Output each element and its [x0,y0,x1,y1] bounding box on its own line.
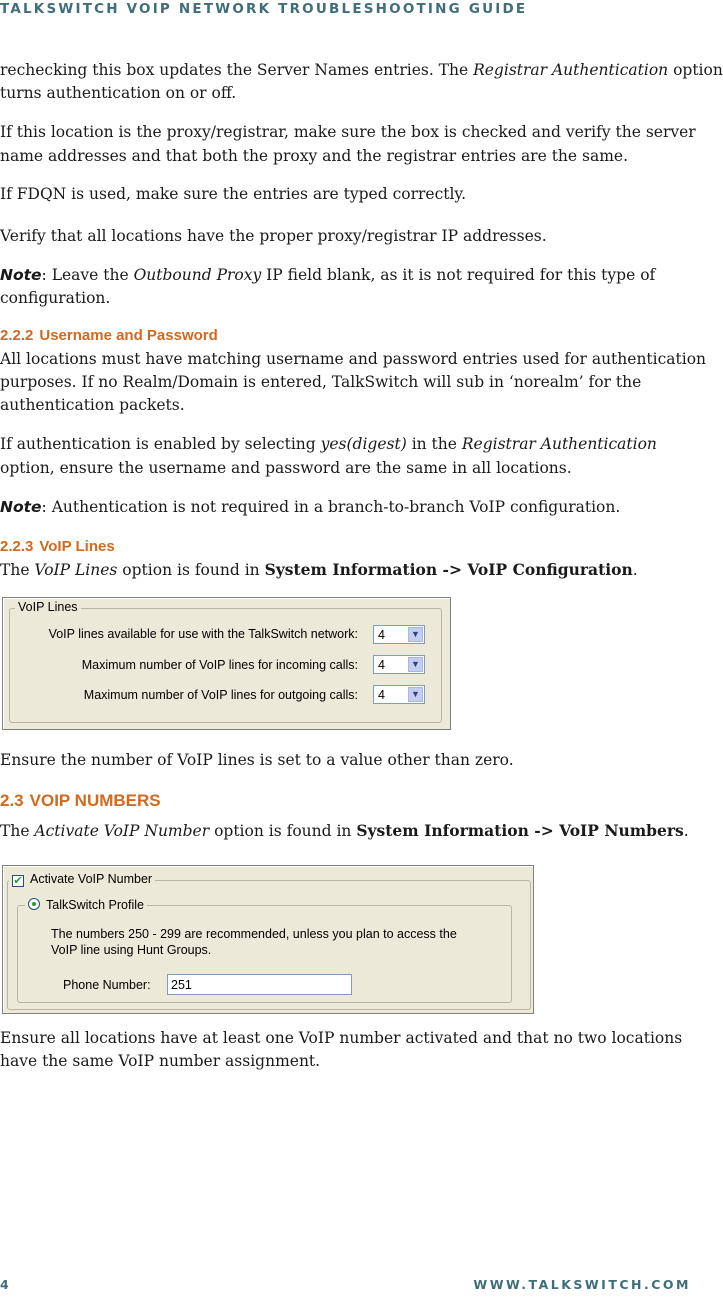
voip-lines-available-label: VoIP lines available for use with the TalkSwitch network: [48,627,358,641]
talkswitch-profile-option[interactable] [25,898,147,912]
section-heading-2-2-3: 2.2.3 VoIP Lines [0,538,115,555]
voip-lines-dialog [2,597,451,730]
paragraph: Ensure the number of VoIP lines is set to a value other than zero. [0,751,514,769]
note: Note: Leave the Outbound Proxy IP field blank, as it is not required for this type of [0,266,656,284]
paragraph: have the same VoIP number assignment. [0,1052,321,1070]
phone-number-label: Phone Number: [63,978,151,992]
radio-selected-icon[interactable] [28,898,40,910]
voip-number-dialog [2,865,534,1014]
groupbox-title: VoIP Lines [15,600,81,614]
max-outgoing-select[interactable]: 4 ▼ [373,685,425,704]
phone-number-input[interactable]: 251 [167,974,352,995]
activate-voip-number-option[interactable] [9,872,155,887]
website-link[interactable]: WWW.TALKSWITCH.COM [473,1277,691,1292]
paragraph: authentication packets. [0,396,185,414]
checkbox-checked-icon[interactable]: ✔ [13,875,23,887]
paragraph: All locations must have matching username and password entries used for authentication [0,350,707,368]
paragraph: purposes. If no Realm/Domain is entered, TalkSwitch will sub in ‘norealm’ for the [0,373,642,391]
max-incoming-select[interactable]: 4 ▼ [373,655,425,674]
chevron-down-icon[interactable]: ▼ [408,687,423,702]
paragraph: name addresses and that both the proxy and the registrar entries are the same. [0,147,628,165]
paragraph: The VoIP Lines option is found in System Information -> VoIP Configuration. [0,560,638,579]
paragraph: If FDQN is used, make sure the entries are typed correctly. [0,185,467,203]
paragraph: Verify that all locations have the proper proxy/registrar IP addresses. [0,227,547,245]
paragraph: option, ensure the username and password are the same in all locations. [0,459,572,477]
activate-voip-number-label: Activate VoIP Number [30,872,153,886]
paragraph: Ensure all locations have at least one VoIP number activated and that no two locations [0,1029,683,1047]
paragraph: If this location is the proxy/registrar, make sure the box is checked and verify the server [0,123,696,141]
paragraph: rechecking this box updates the Server Names entries. The Registrar Authentication option [0,61,723,79]
max-incoming-label: Maximum number of VoIP lines for incoming calls: [81,658,358,672]
paragraph: If authentication is enabled by selecting yes(digest) in the Registrar Authentication [0,435,657,453]
paragraph: turns authentication on or off. [0,84,237,102]
paragraph: The Activate VoIP Number option is found in System Information -> VoIP Numbers. [0,821,689,840]
note: Note: Authentication is not required in a branch-to-branch VoIP configuration. [0,498,621,516]
recommendation-text: The numbers 250 - 299 are recommended, unless you plan to access the VoIP line using Hunt Groups. [51,927,457,957]
running-header: TALKSWITCH VOIP NETWORK TROUBLESHOOTING GUIDE [0,1,528,17]
page-number: 4 [0,1277,12,1292]
chevron-down-icon[interactable]: ▼ [408,627,423,642]
section-heading-2-3: 2.3 VOIP NUMBERS [0,791,161,810]
note: configuration. [0,289,111,307]
talkswitch-profile-label: TalkSwitch Profile [46,898,144,912]
section-heading-2-2-2: 2.2.2 Username and Password [0,327,218,344]
max-outgoing-label: Maximum number of VoIP lines for outgoing calls: [83,688,358,702]
chevron-down-icon[interactable]: ▼ [408,657,423,672]
voip-lines-available-select[interactable]: 4 ▼ [373,625,425,644]
